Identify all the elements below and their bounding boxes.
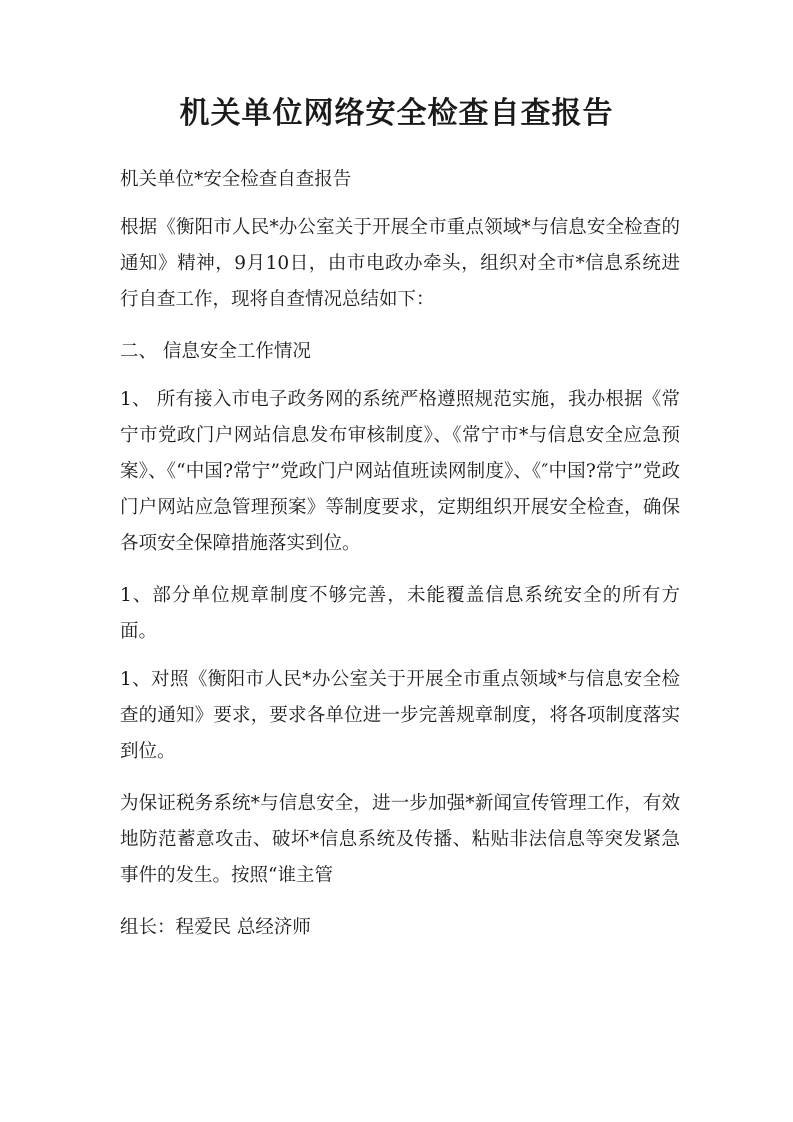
paragraph-item-3: 1、对照《衡阳市人民*办公室关于开展全市重点领域*与信息安全检查的通知》要求，要求各单位进一步完善规章制度，将各项制度落实到位。 (120, 669, 680, 762)
intro-paragraph: 根据《衡阳市人民*办公室关于开展全市重点领域*与信息安全检查的通知》精神，9月10日，由市电政办牵头，组织对全市*信息系统进行自查工作，现将自查情况总结如下： (120, 217, 680, 310)
paragraph-item-1: 1、 所有接入市电子政务网的系统严格遵照规范实施，我办根据《常宁市党政门户网站信息发布审核制度》、《常宁市*与信息安全应急预案》、《“中国?常宁”党政门户网站值班读网制度》、《″中国?常宁”党政门户网站应急管理预案》等制度要求，定期组织开展安全检查，确保各项安全保障措施落实到位。 (120, 389, 680, 554)
paragraph-item-4: 为保证税务系统*与信息安全，进一步加强*新闻宣传管理工作，有效地防范蓄意攻击、破坏*信息系统及传播、粘贴非法信息等突发紧急事件的发生。按照“谁主管 (120, 793, 680, 886)
paragraph-item-2: 1、部分单位规章制度不够完善，未能覆盖信息系统安全的所有方面。 (120, 585, 680, 642)
document-subtitle: 机关单位*安全检查自查报告 (120, 169, 352, 190)
document-title: 机关单位网络安全检查自查报告 (179, 96, 614, 131)
section-heading: 二、 信息安全工作情况 (120, 341, 311, 362)
leader-line: 组长：程爱民 总经济师 (120, 917, 311, 938)
